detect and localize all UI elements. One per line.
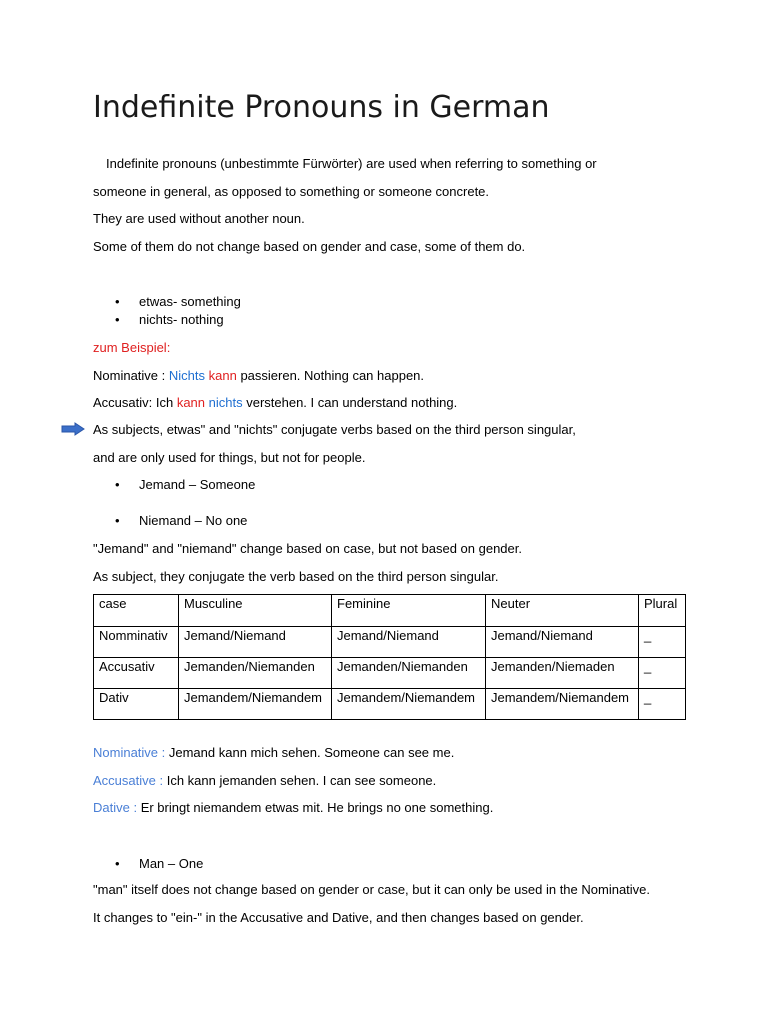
table-cell: Dativ — [94, 689, 179, 720]
case-example-dative — [93, 800, 493, 816]
bullet-jemand: Jemand – Someone — [139, 477, 256, 492]
bullet-man: Man – One — [139, 856, 204, 871]
case-example-accusative — [93, 773, 436, 789]
table-cell: Jemand/Niemand — [332, 627, 486, 658]
case-sentence: Jemand kann mich sehen. Someone can see me. — [168, 745, 455, 760]
example-accusative — [93, 395, 457, 411]
table-cell: Accusativ — [94, 658, 179, 689]
highlight-object: nichts — [208, 395, 243, 410]
case-label: Nominative : — [93, 745, 169, 760]
intro-line-3: They are used without another noun. — [93, 211, 305, 226]
table-row — [94, 627, 686, 658]
intro-line-1: Indefinite pronouns (unbestimmte Fürwörter) are used when referring to something or — [106, 156, 597, 171]
table-cell: Jemandem/Niemandem — [486, 689, 639, 720]
man-line-2: It changes to "ein-" in the Accusative and Dative, and then changes based on gender. — [93, 910, 584, 925]
table-cell: Jemanden/Niemanden — [332, 658, 486, 689]
highlight-verb: kann — [176, 395, 206, 410]
intro-line-4: Some of them do not change based on gender and case, some of them do. — [93, 239, 526, 254]
table-header-cell: case — [94, 595, 179, 627]
example-rest: passieren. Nothing can happen. — [236, 368, 425, 383]
table-row — [94, 658, 686, 689]
bullet-dot-icon: • — [115, 477, 120, 492]
table-cell: Jemand/Niemand — [179, 627, 332, 658]
right-arrow-icon — [61, 422, 85, 436]
bullet-dot-icon: • — [115, 294, 120, 309]
declension-table — [93, 594, 686, 720]
table-cell: Jemandem/Niemandem — [179, 689, 332, 720]
table-cell: _ — [639, 627, 686, 658]
bullet-etwas: etwas- something — [139, 294, 241, 309]
case-example-nominative — [93, 745, 454, 761]
intro-line-2: someone in general, as opposed to something or someone concrete. — [93, 184, 490, 199]
highlight-subject: Nichts — [168, 368, 205, 383]
bullet-dot-icon: • — [115, 312, 120, 327]
bullet-nichts: nichts- nothing — [139, 312, 224, 327]
example-nominative — [93, 368, 424, 384]
table-cell: Jemandem/Niemandem — [332, 689, 486, 720]
page-title: Indefinite Pronouns in German — [93, 90, 550, 125]
table-header-cell: Plural — [639, 595, 686, 627]
table-cell: _ — [639, 658, 686, 689]
table-cell: Jemand/Niemand — [486, 627, 639, 658]
table-row — [94, 689, 686, 720]
bullet-dot-icon: • — [115, 856, 120, 871]
table-cell: Jemanden/Niemanden — [179, 658, 332, 689]
case-sentence: Ich kann jemanden sehen. I can see someone. — [166, 773, 437, 788]
case-sentence: Er bringt niemandem etwas mit. He brings no one something. — [140, 800, 494, 815]
table-cell: Jemanden/Niemaden — [486, 658, 639, 689]
table-header-cell: Neuter — [486, 595, 639, 627]
man-line-1: "man" itself does not change based on gender or case, but it can only be used in the Nominative. — [93, 882, 651, 897]
case-label: Dative : — [93, 800, 141, 815]
table-cell: _ — [639, 689, 686, 720]
jemand-line-2: As subject, they conjugate the verb based on the third person singular. — [93, 569, 499, 584]
bullet-dot-icon: • — [115, 513, 120, 528]
example-prefix: Nominative : — [93, 368, 169, 383]
example-label: zum Beispiel: — [93, 340, 171, 355]
example-rest: verstehen. I can understand nothing. — [242, 395, 458, 410]
table-header-row — [94, 595, 686, 627]
table-cell: Nomminativ — [94, 627, 179, 658]
table-header-cell: Feminine — [332, 595, 486, 627]
note-line-2: and are only used for things, but not for people. — [93, 450, 366, 465]
example-prefix: Accusativ: Ich — [93, 395, 177, 410]
note-line-1: As subjects, etwas" and "nichts" conjugate verbs based on the third person singular, — [93, 422, 576, 437]
jemand-line-1: "Jemand" and "niemand" change based on case, but not based on gender. — [93, 541, 522, 556]
case-label: Accusative : — [93, 773, 167, 788]
bullet-niemand: Niemand – No one — [139, 513, 248, 528]
highlight-verb: kann — [208, 368, 237, 383]
table-header-cell: Musculine — [179, 595, 332, 627]
